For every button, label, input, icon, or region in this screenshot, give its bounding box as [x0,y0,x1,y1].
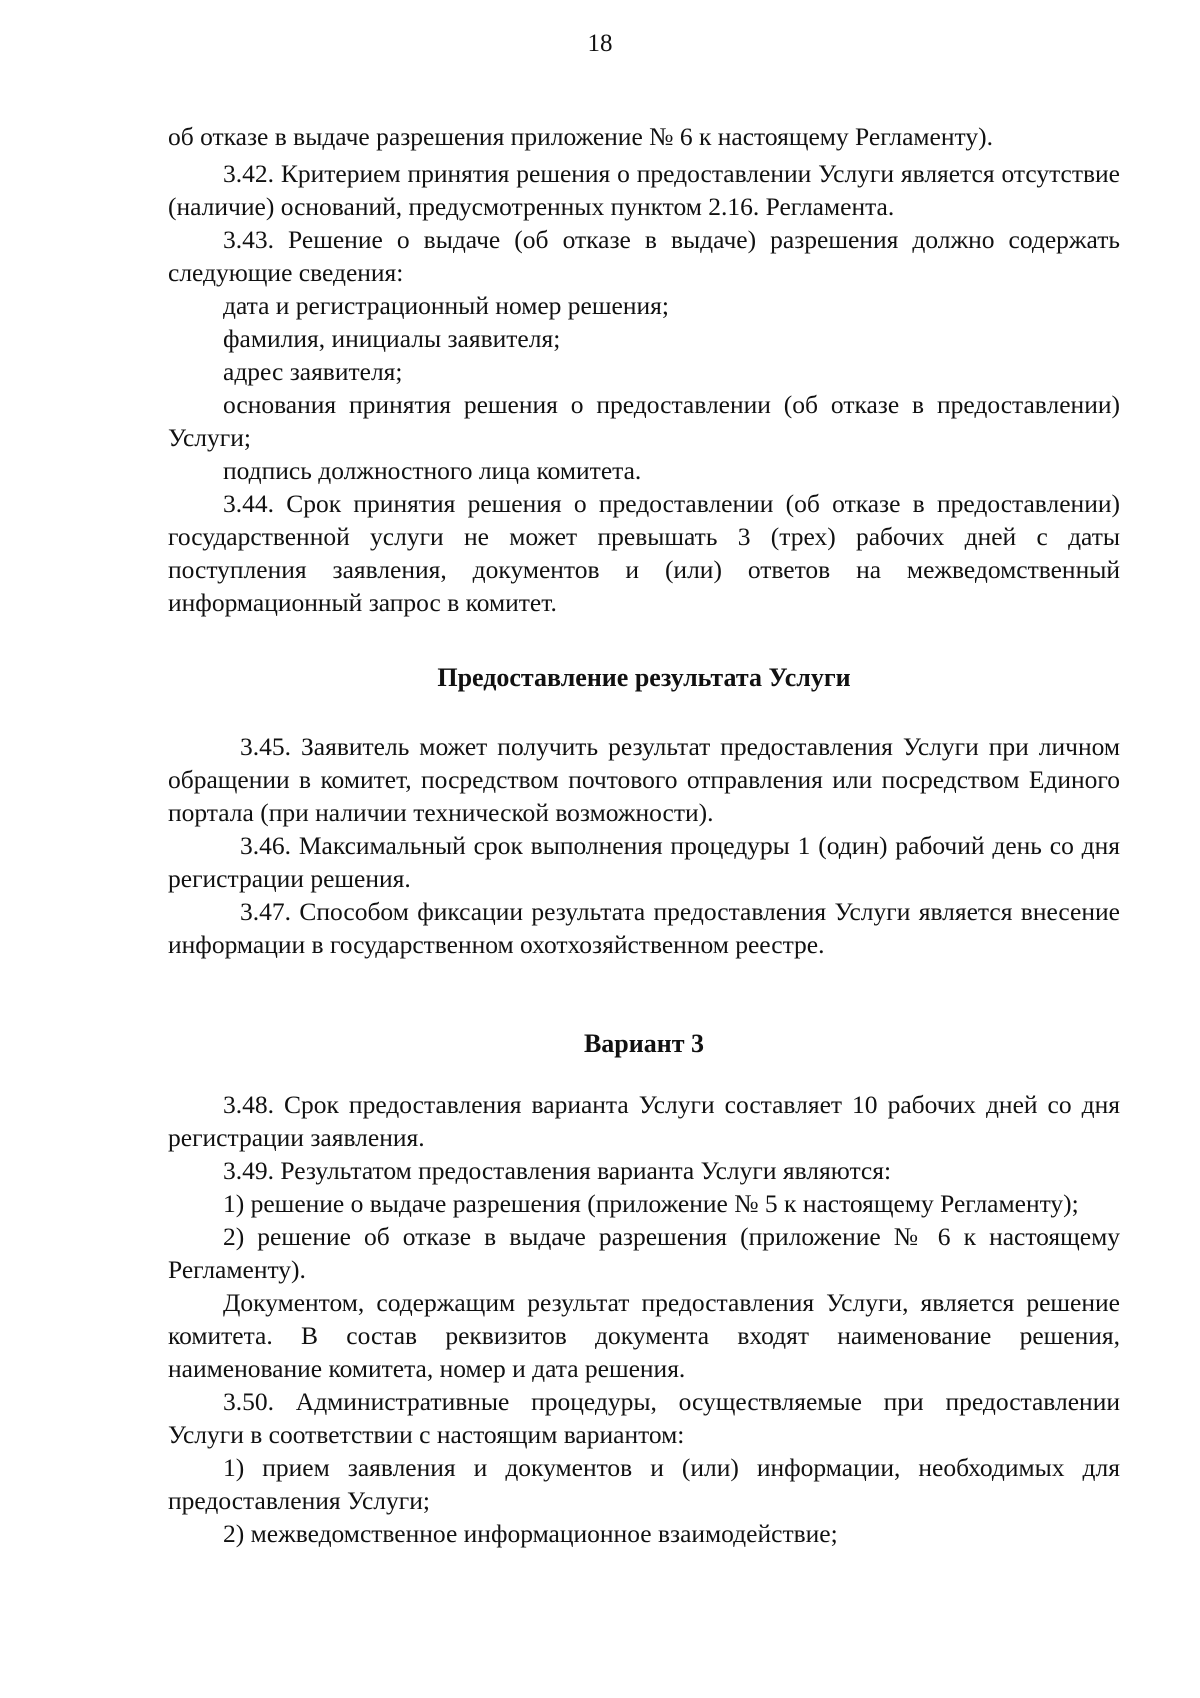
list-item-applicant-address: адрес заявителя; [223,357,403,386]
list-item-result-1: 1) решение о выдаче разрешения (приложение № 5 к настоящему Регламенту); [223,1189,1079,1218]
paragraph-result-document: Документом, содержащим результат предоставления Услуги, является решение комитета. В состав реквизитов документа входят наименование решения, наименование комитета, номер и дата решения. [168,1288,1120,1383]
paragraph-3-49: 3.49. Результатом предоставления варианта Услуги являются: [223,1156,892,1185]
list-item-signature: подпись должностного лица комитета. [223,456,642,485]
section-heading-result: Предоставление результата Услуги [437,663,851,692]
list-item-procedure-2: 2) межведомственное информационное взаимодействие; [223,1519,838,1548]
paragraph-3-47: 3.47. Способом фиксации результата предоставления Услуги является внесение информации в государственном охотхозяйственном реестре. [168,897,1120,959]
page-number: 18 [587,30,613,57]
list-item-applicant-name: фамилия, инициалы заявителя; [223,324,561,353]
document-body [168,120,1120,1550]
paragraph-3-45: 3.45. Заявитель может получить результат предоставления Услуги при личном обращении в комитет, посредством почтового отправления или посредством Единого портала (при наличии технической возможности). [168,732,1120,827]
section-heading-variant-3: Вариант 3 [583,1029,705,1058]
paragraph-3-44: 3.44. Срок принятия решения о предоставлении (об отказе в предоставлении) государственной услуги не может превышать 3 (трех) рабочих дней с даты поступления заявления, документов и (или) ответов на межведомственный информационный запрос в комитет. [168,489,1120,617]
list-item-decision-date: дата и регистрационный номер решения; [223,291,669,320]
list-item-result-2: 2) решение об отказе в выдаче разрешения (приложение № 6 к настоящему Регламенту). [168,1222,1120,1284]
paragraph-3-50: 3.50. Административные процедуры, осуществляемые при предоставлении Услуги в соответствии с настоящим вариантом: [168,1387,1120,1449]
list-item-grounds: основания принятия решения о предоставлении (об отказе в предоставлении) Услуги; [168,390,1120,452]
paragraph-3-48: 3.48. Срок предоставления варианта Услуги составляет 10 рабочих дней со дня регистрации заявления. [168,1090,1120,1152]
paragraph-3-43: 3.43. Решение о выдаче (об отказе в выдаче) разрешения должно содержать следующие сведения: [168,225,1120,287]
paragraph-continuation: об отказе в выдаче разрешения приложение № 6 к настоящему Регламенту). [168,122,993,151]
paragraph-3-46: 3.46. Максимальный срок выполнения процедуры 1 (один) рабочий день со дня регистрации решения. [168,831,1120,893]
list-item-procedure-1: 1) прием заявления и документов и (или) информации, необходимых для предоставления Услуги; [168,1453,1120,1515]
paragraph-3-42: 3.42. Критерием принятия решения о предоставлении Услуги является отсутствие (наличие) оснований, предусмотренных пунктом 2.16. Регламента. [168,159,1120,221]
